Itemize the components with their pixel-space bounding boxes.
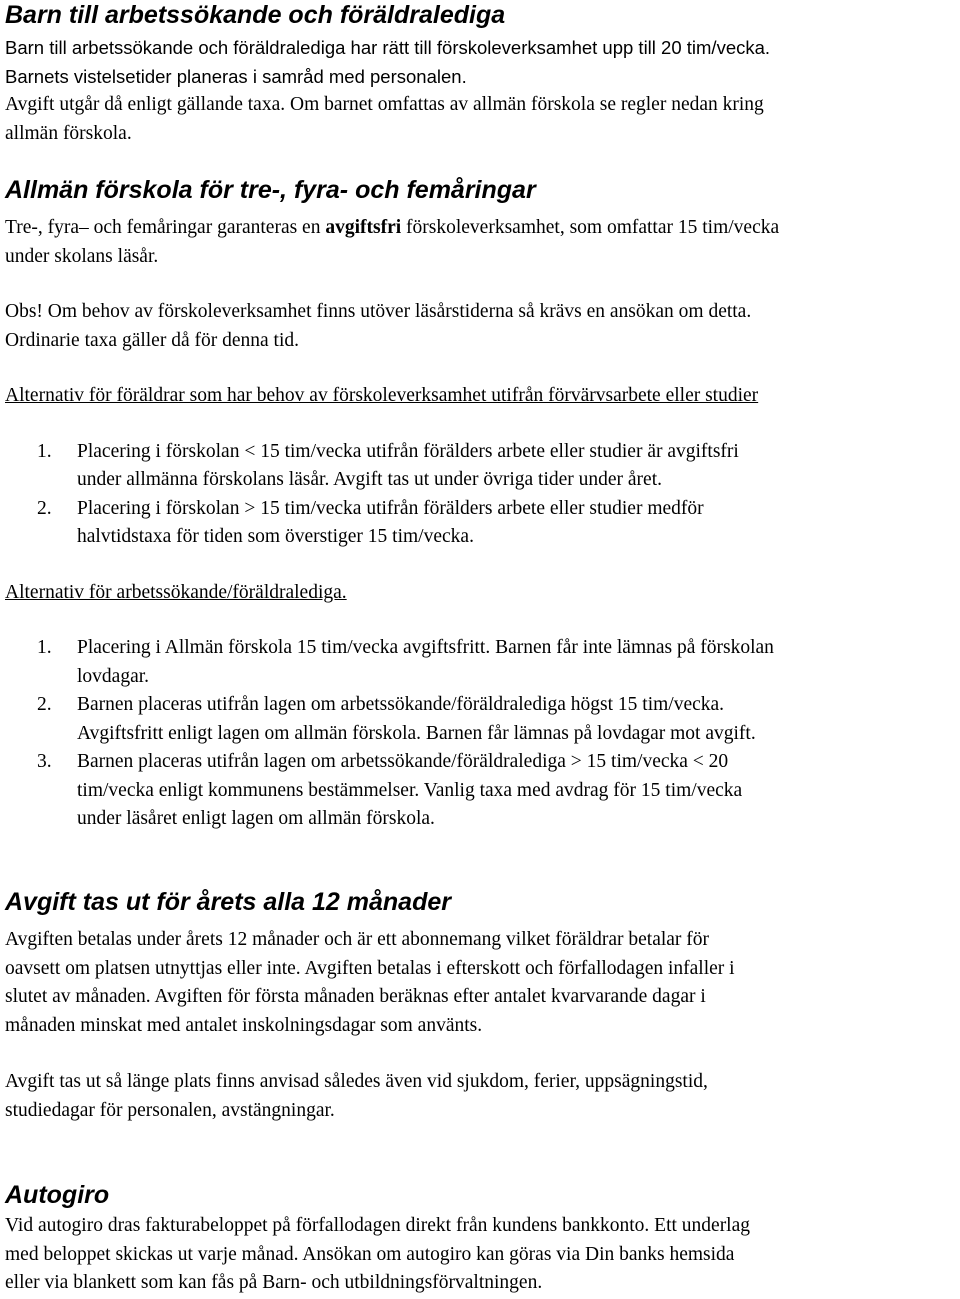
alt1-list <box>5 438 957 552</box>
list-item-line: Placering i förskolan < 15 tim/vecka utifrån förälders arbete eller studier är avgiftsfri <box>77 440 739 462</box>
section-body-avgift <box>5 926 735 1125</box>
list-item-line: Barnen placeras utifrån lagen om arbetssökande/föräldralediga högst 15 tim/vecka. <box>77 694 725 715</box>
list-item <box>37 495 957 552</box>
obs-line: Obs! Om behov av förskoleverksamhet finns utöver läsårstiderna så krävs en ansökan om detta. <box>5 301 752 322</box>
section-heading-autogiro: Autogiro <box>5 1181 110 1209</box>
list-item-line: under läsåret enligt lagen om allmän förskola. <box>77 808 435 829</box>
paragraph-line: Vid autogiro dras fakturabeloppet på förfallodagen direkt från kundens bankkonto. Ett underlag <box>5 1215 751 1236</box>
list-item-line: Placering i förskolan > 15 tim/vecka utifrån förälders arbete eller studier medför <box>77 497 704 519</box>
paragraph-line: Barnets vistelsetider planeras i samråd med personalen. <box>5 65 467 87</box>
section-body-arbetssokande <box>5 34 770 148</box>
list-item <box>37 748 957 834</box>
paragraph-line: Avgift utgår då enligt gällande taxa. Om barnet omfattas av allmän förskola se regler nedan kring <box>5 94 764 115</box>
alt2-list <box>5 634 957 834</box>
list-item-line: Barnen placeras utifrån lagen om arbetssökande/föräldralediga > 15 tim/vecka < 20 <box>77 751 729 772</box>
intro-line: under skolans läsår. <box>5 245 159 267</box>
list-item-line: halvtidstaxa för tiden som överstiger 15 tim/vecka. <box>77 526 474 547</box>
paragraph-line: eller via blankett som kan fås på Barn- och utbildningsförvaltningen. <box>5 1272 543 1293</box>
paragraph-line: Avgiften betalas under årets 12 månader och är ett abonnemang vilket föräldrar betalar för <box>5 929 710 950</box>
list-item-number: 2. <box>37 694 52 715</box>
paragraph-line: Barn till arbetssökande och föräldralediga har rätt till förskoleverksamhet upp till 20 tim/vecka. <box>5 37 771 58</box>
list-item-number: 1. <box>37 637 52 658</box>
intro-line <box>5 214 957 243</box>
obs-line: Ordinarie taxa gäller då för denna tid. <box>5 329 299 351</box>
section-heading-arbetssokande: Barn till arbetssökande och föräldralediga <box>5 1 506 29</box>
paragraph-line: slutet av månaden. Avgiften för första månaden beräknas efter antalet kvarvarande dagar i <box>5 986 706 1007</box>
list-item-line: Placering i Allmän förskola 15 tim/vecka avgiftsfritt. Barnen får inte lämnas på förskolan <box>77 637 774 658</box>
list-item-line: Avgiftsfritt enligt lagen om allmän förskola. Barnen får lämnas på lovdagar mot avgift. <box>77 722 756 744</box>
list-item-line: under allmänna förskolans läsår. Avgift tas ut under övriga tider under året. <box>77 469 662 490</box>
list-item-number: 1. <box>37 440 52 462</box>
paragraph-line: Avgift tas ut så länge plats finns anvisad således även vid sjukdom, ferier, uppsägningstid, <box>5 1071 708 1092</box>
list-item <box>37 691 957 748</box>
list-item-number: 2. <box>37 497 52 519</box>
intro-text: förskoleverksamhet, som omfattar 15 tim/vecka <box>401 217 780 238</box>
list-item-line: tim/vecka enligt kommunens bestämmelser. Vanlig taxa med avdrag för 15 tim/vecka <box>77 779 743 801</box>
paragraph-line: allmän förskola. <box>5 122 132 144</box>
paragraph-line: månaden minskat med antalet inskolningsdagar som använts. <box>5 1014 483 1036</box>
intro-text: Tre-, fyra– och femåringar garanteras en <box>5 217 326 238</box>
paragraph-line: med beloppet skickas ut varje månad. Ansökan om autogiro kan göras via Din banks hemsida <box>5 1243 735 1265</box>
alt2-heading: Alternativ för arbetssökande/föräldralediga. <box>5 581 347 603</box>
paragraph-line: studiedagar för personalen, avstängningar. <box>5 1099 335 1121</box>
alt1-heading: Alternativ för föräldrar som har behov av förskoleverksamhet utifrån förvärvsarbete eller studier <box>5 385 759 406</box>
list-item <box>37 634 957 691</box>
list-item <box>37 438 957 495</box>
list-item-number: 3. <box>37 751 52 772</box>
list-item-line: lovdagar. <box>77 665 150 687</box>
intro-bold-text: avgiftsfri <box>325 217 402 238</box>
section-body-allman-forskola <box>5 214 957 834</box>
paragraph-line: oavsett om platsen utnyttjas eller inte. Avgiften betalas i efterskott och förfallodagen infaller i <box>5 957 735 979</box>
section-heading-avgift: Avgift tas ut för årets alla 12 månader <box>5 888 451 916</box>
section-heading-allman-forskola: Allmän förskola för tre-, fyra- och femåringar <box>5 176 536 204</box>
section-body-autogiro <box>5 1212 750 1298</box>
